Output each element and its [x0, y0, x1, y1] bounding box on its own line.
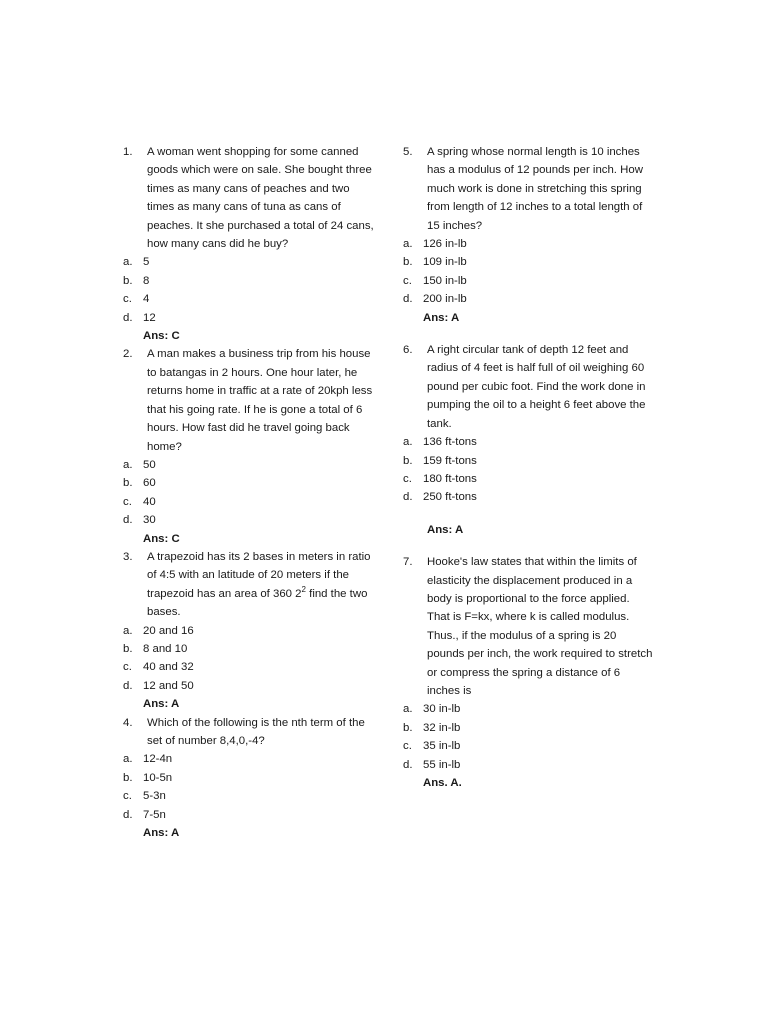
option-a — [403, 433, 655, 451]
left-column — [123, 143, 375, 842]
spacer — [403, 507, 655, 521]
option-letter: a. — [123, 753, 133, 766]
option-text: 180 ft-tons — [423, 472, 477, 485]
option-letter: b. — [403, 454, 413, 467]
question-number: 4. — [123, 716, 133, 729]
option-text: 5-3n — [143, 790, 166, 803]
right-column — [403, 143, 655, 792]
question-3 — [123, 548, 375, 622]
options-list — [123, 253, 375, 327]
option-text: 12-4n — [143, 753, 173, 766]
option-d — [403, 756, 655, 774]
answer-1: Ans: C — [143, 330, 180, 343]
option-letter: c. — [123, 495, 132, 508]
question-number: 2. — [123, 348, 133, 361]
option-letter: c. — [403, 274, 412, 287]
option-text: 159 ft-tons — [423, 454, 477, 467]
option-text: 7-5n — [143, 808, 166, 821]
option-a — [403, 700, 655, 718]
spacer — [403, 539, 655, 553]
question-text: A man makes a business trip from his house to batangas in 2 hours. One hour later, he returns home in traffic at a rate of 20kph less that his going rate. If he is gone a total of 6 hours. How fast did he travel going back home? — [147, 348, 373, 453]
options-list — [403, 700, 655, 774]
option-letter: d. — [403, 758, 413, 771]
options-list — [123, 750, 375, 824]
option-text: 150 in-lb — [423, 274, 467, 287]
option-d — [123, 511, 375, 529]
option-text: 12 and 50 — [143, 679, 194, 692]
option-d — [403, 488, 655, 506]
option-text: 50 — [143, 458, 156, 471]
question-4 — [123, 714, 375, 751]
option-letter: a. — [403, 436, 413, 449]
option-letter: d. — [123, 679, 133, 692]
options-list — [403, 433, 655, 507]
option-text: 40 — [143, 495, 156, 508]
option-letter: b. — [123, 274, 133, 287]
option-b — [123, 640, 375, 658]
option-letter: d. — [403, 491, 413, 504]
option-letter: c. — [403, 472, 412, 485]
option-text: 4 — [143, 293, 150, 306]
option-text: 126 in-lb — [423, 238, 467, 251]
question-6 — [403, 341, 655, 433]
option-letter: a. — [123, 624, 133, 637]
question-text-part: find the two bases. — [147, 587, 368, 619]
option-b — [123, 769, 375, 787]
option-letter: b. — [403, 721, 413, 734]
option-letter: b. — [123, 642, 133, 655]
option-text: 35 in-lb — [423, 740, 461, 753]
option-a — [123, 622, 375, 640]
option-letter: c. — [123, 790, 132, 803]
option-b — [123, 272, 375, 290]
question-text: Hooke's law states that within the limits of elasticity the displacement produced in a body is proportional to the force applied. That is F=kx, where k is called modulus. Thus., if the modulus of a spring is 20 pounds per inch, the work required to stretch or compress the spring a distance of 6 inches is — [427, 556, 653, 697]
option-letter: c. — [123, 293, 132, 306]
option-a — [403, 235, 655, 253]
question-1 — [123, 143, 375, 253]
question-2 — [123, 345, 375, 455]
question-5 — [403, 143, 655, 235]
spacer — [403, 327, 655, 341]
question-text-part: A trapezoid has its 2 bases in meters in ratio of 4:5 with an latitude of 20 meters if the trapezoid has an area of 360 2 — [147, 550, 371, 600]
question-number: 1. — [123, 146, 133, 158]
answer-5: Ans: A — [423, 311, 460, 324]
option-letter: c. — [123, 661, 132, 674]
option-d — [403, 290, 655, 308]
question-text: A woman went shopping for some canned goods which were on sale. She bought three times as many cans of peaches and two times as many cans of tuna as cans of peaches. It she purchased a total of 24 cans, how many cans did he buy? — [147, 146, 374, 251]
option-letter: b. — [123, 477, 133, 490]
option-letter: a. — [403, 703, 413, 716]
question-number: 7. — [403, 556, 413, 569]
option-text: 10-5n — [143, 771, 173, 784]
option-b — [403, 452, 655, 470]
option-c — [123, 493, 375, 511]
option-text: 40 and 32 — [143, 661, 194, 674]
option-letter: a. — [123, 256, 133, 269]
answer-3: Ans: A — [143, 698, 180, 711]
option-text: 55 in-lb — [423, 758, 461, 771]
option-c — [403, 737, 655, 755]
option-letter: d. — [123, 311, 133, 324]
option-b — [403, 719, 655, 737]
option-letter: b. — [403, 256, 413, 269]
option-c — [123, 290, 375, 308]
options-list — [123, 622, 375, 696]
option-b — [123, 474, 375, 492]
question-text: Which of the following is the nth term of the set of number 8,4,0,-4? — [147, 716, 365, 747]
answer-6: Ans: A — [427, 523, 464, 536]
option-letter: d. — [123, 808, 133, 821]
options-list — [403, 235, 655, 309]
option-text: 20 and 16 — [143, 624, 194, 637]
option-letter: b. — [123, 771, 133, 784]
option-letter: d. — [403, 293, 413, 306]
answer-2: Ans: C — [143, 532, 180, 545]
option-d — [123, 806, 375, 824]
question-text — [147, 548, 375, 622]
option-letter: d. — [123, 514, 133, 527]
question-number: 3. — [123, 550, 133, 563]
options-list — [123, 456, 375, 530]
option-a — [123, 456, 375, 474]
option-text: 8 — [143, 274, 150, 287]
question-text: A right circular tank of depth 12 feet and radius of 4 feet is half full of oil weighing 60 pound per cubic foot. Find the work done in pumping the oil to a height 6 feet above the tank. — [427, 344, 646, 430]
option-text: 109 in-lb — [423, 256, 467, 269]
question-number: 5. — [403, 146, 413, 158]
option-a — [123, 253, 375, 271]
option-text: 30 — [143, 514, 156, 527]
option-a — [123, 750, 375, 768]
option-letter: c. — [403, 740, 412, 753]
option-text: 8 and 10 — [143, 642, 188, 655]
option-letter: a. — [123, 458, 133, 471]
option-text: 136 ft-tons — [423, 436, 477, 449]
option-text: 5 — [143, 256, 150, 269]
option-text: 60 — [143, 477, 156, 490]
option-c — [403, 272, 655, 290]
answer-7: Ans. A. — [423, 777, 462, 789]
option-text: 12 — [143, 311, 156, 324]
option-text: 250 ft-tons — [423, 491, 477, 504]
answer-4: Ans: A — [143, 827, 180, 840]
question-number: 6. — [403, 344, 413, 357]
option-text: 32 in-lb — [423, 721, 461, 734]
superscript: 2 — [301, 584, 306, 594]
option-d — [123, 677, 375, 695]
option-c — [123, 787, 375, 805]
question-7 — [403, 553, 655, 700]
option-c — [123, 658, 375, 676]
option-b — [403, 253, 655, 271]
option-d — [123, 309, 375, 327]
option-c — [403, 470, 655, 488]
option-text: 200 in-lb — [423, 293, 467, 306]
option-text: 30 in-lb — [423, 703, 461, 716]
option-letter: a. — [403, 238, 413, 251]
question-text: A spring whose normal length is 10 inches has a modulus of 12 pounds per inch. How much work is done in stretching this spring from length of 12 inches to a total length of 15 inches? — [427, 146, 643, 232]
